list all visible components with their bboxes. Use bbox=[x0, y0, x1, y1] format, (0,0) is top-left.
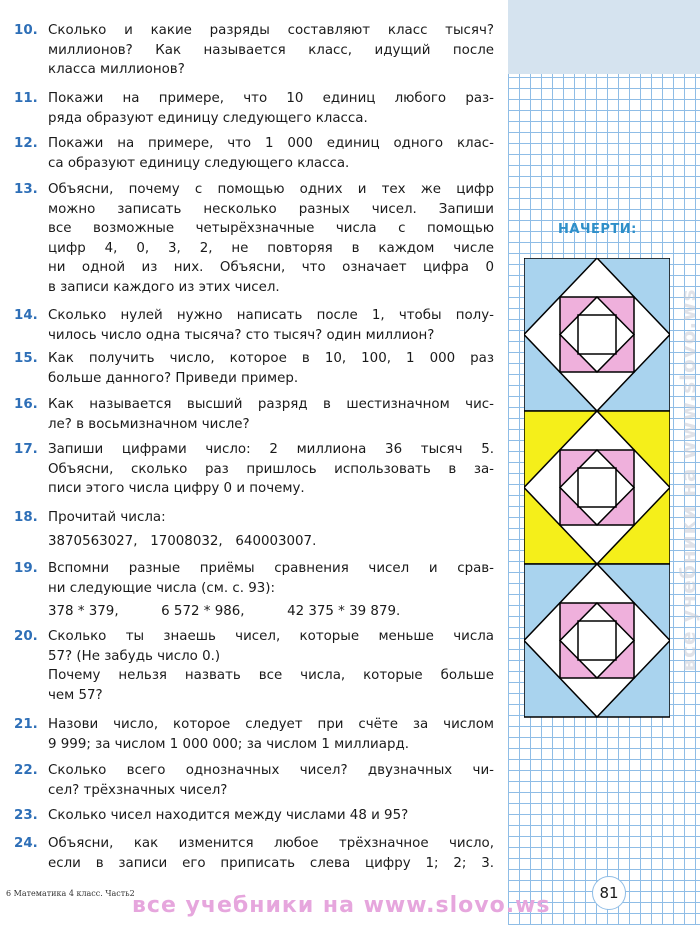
task-number: 16. bbox=[14, 397, 38, 412]
task-text-line: 9 999; за числом 1 000 000; за числом 1 миллиард. bbox=[48, 736, 409, 752]
task-number: 20. bbox=[14, 629, 38, 644]
task-15 bbox=[14, 349, 494, 388]
task-text-line: можно записать несколько разных чисел. Запиши bbox=[48, 201, 494, 217]
task-text-line: Сколько ты знаешь чисел, которые меньше числа bbox=[48, 629, 494, 644]
task-20 bbox=[14, 627, 494, 705]
task-text-line: Вспомни разные приёмы сравнения чисел и срав- bbox=[48, 561, 494, 576]
task-text-line: все возможные четырёхзначные числа с помощью bbox=[48, 221, 494, 236]
task-12 bbox=[14, 134, 494, 173]
task-number: 24. bbox=[14, 836, 38, 851]
task-14 bbox=[14, 306, 494, 345]
pattern-block-3 bbox=[524, 564, 670, 717]
task-21 bbox=[14, 715, 494, 754]
task-text-line: Объясни, почему с помощью одних и тех же цифр bbox=[48, 182, 494, 197]
task-number: 18. bbox=[14, 510, 38, 525]
task-number: 19. bbox=[14, 561, 38, 576]
task-text-line: ни следующие числа (см. с. 93): bbox=[48, 580, 275, 596]
task-24 bbox=[14, 834, 494, 873]
task-text-line: чем 57? bbox=[48, 687, 103, 703]
page-number: 81 bbox=[592, 876, 626, 910]
task-text-line: Объясни, сколько раз пришлось использовать в за- bbox=[48, 461, 494, 477]
footer-note: 6 Математика 4 класс. Часть2 bbox=[6, 889, 135, 898]
task-text-line: Объясни, как изменится любое трёхзначное число, bbox=[48, 836, 494, 851]
task-text-line: миллионов? Как называется класс, идущий после bbox=[48, 42, 494, 58]
number-list: 3870563027, 17008032, 640003007. bbox=[48, 533, 317, 549]
task-11 bbox=[14, 89, 494, 128]
task-text-line: Почему нельзя назвать все числа, которые больше bbox=[48, 668, 494, 683]
side-watermark: все учебники на www.slovo.ws bbox=[676, 288, 700, 672]
task-text-line: са образуют единицу следующего класса. bbox=[48, 155, 350, 171]
task-text-line: 57? (Не забудь число 0.) bbox=[48, 648, 221, 664]
task-text-line: если в записи его приписать слева цифру 1; 2; 3. bbox=[48, 855, 494, 871]
task-text-line: сел? трёхзначных чисел? bbox=[48, 782, 228, 798]
task-number: 12. bbox=[14, 136, 38, 151]
pattern-block-1 bbox=[524, 258, 670, 411]
task-19 bbox=[14, 559, 494, 622]
task-text-line: в записи каждого из этих чисел. bbox=[48, 279, 280, 295]
task-number: 11. bbox=[14, 91, 38, 106]
task-text-line: Как получить число, которое в 10, 100, 1 000 раз bbox=[48, 351, 494, 366]
task-text-line: писи этого числа цифру 0 и почему. bbox=[48, 481, 305, 496]
task-number: 23. bbox=[14, 808, 38, 823]
task-13 bbox=[14, 180, 494, 297]
task-text-line: ни одной из них. Объясни, что означает цифра 0 bbox=[48, 260, 494, 275]
task-23 bbox=[14, 806, 494, 826]
task-number: 21. bbox=[14, 717, 38, 732]
task-text-line: больше данного? Приведи пример. bbox=[48, 370, 299, 386]
task-number: 15. bbox=[14, 351, 38, 366]
geometric-pattern-figure bbox=[524, 258, 670, 718]
task-number: 22. bbox=[14, 763, 38, 778]
task-text-line: класса миллионов? bbox=[48, 62, 185, 77]
task-16 bbox=[14, 395, 494, 434]
task-text-line: цифр 4, 0, 3, 2, не повторяя в каждом числе bbox=[48, 240, 494, 256]
task-text-line: Сколько чисел находится между числами 48 и 95? bbox=[48, 808, 409, 823]
comparison-list: 378 * 379, 6 572 * 986, 42 375 * 39 879. bbox=[48, 604, 401, 619]
task-18 bbox=[14, 508, 494, 551]
task-text-line: Покажи на примере, что 10 единиц любого раз- bbox=[48, 91, 494, 106]
task-text-line: Сколько всего однозначных чисел? двузначных чи- bbox=[48, 763, 494, 778]
draw-heading: НАЧЕРТИ: bbox=[558, 222, 637, 237]
task-text-line: чилось число одна тысяча? сто тысяч? один миллион? bbox=[48, 327, 435, 343]
bottom-watermark: все учебники на www.slovo.ws bbox=[132, 893, 551, 918]
task-10 bbox=[14, 21, 494, 80]
task-text-line: Как называется высший разряд в шестизначном чис- bbox=[48, 397, 494, 412]
task-text-line: Назови число, которое следует при счёте за числом bbox=[48, 717, 494, 732]
task-17 bbox=[14, 440, 494, 499]
task-text-line: Прочитай числа: bbox=[48, 510, 166, 525]
task-number: 10. bbox=[14, 23, 38, 38]
task-number: 17. bbox=[14, 442, 38, 457]
task-number: 13. bbox=[14, 182, 38, 197]
task-text-line: Сколько и какие разряды составляют класс тысяч? bbox=[48, 23, 494, 38]
task-text-line: Покажи на примере, что 1 000 единиц одного клас- bbox=[48, 136, 494, 151]
task-number: 14. bbox=[14, 308, 38, 323]
task-text-line: ряда образуют единицу следующего класса. bbox=[48, 110, 368, 126]
pattern-block-2 bbox=[524, 411, 670, 564]
grid-top-band bbox=[508, 0, 700, 74]
task-22 bbox=[14, 761, 494, 800]
task-text-line: ле? в восьмизначном числе? bbox=[48, 416, 250, 432]
task-text-line: Сколько нулей нужно написать после 1, чтобы полу- bbox=[48, 308, 494, 323]
task-text-line: Запиши цифрами число: 2 миллиона 36 тысяч 5. bbox=[48, 442, 494, 457]
